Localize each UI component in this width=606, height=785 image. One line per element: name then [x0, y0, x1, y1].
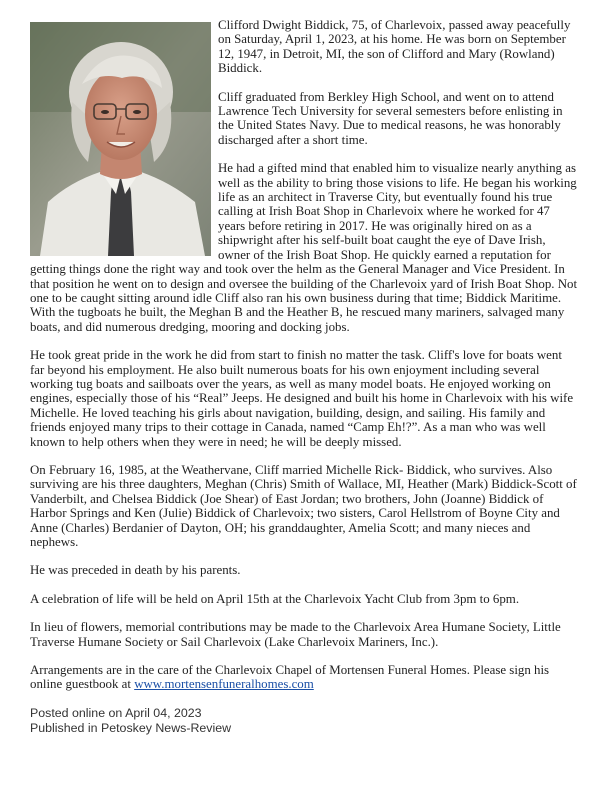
obituary-paragraph: He had a gifted mind that enabled him to visualize nearly anything as well as the ability to bring those visions to life. He began his working life as an architect in Traverse City, but eventually found his true calling at Irish Boat Shop in Charlevoix where he worked for 47 years before retiring in 2017. He was originally hired on as a shipwright after his self-built boat caught the eye of Dave Irish, owner of the Irish Boat Shop. He quickly earned a reputation for getting things done the right way and took over the helm as the General Manager and Vice President. In that position he went on to design and oversee the building of the Charlevoix yard of Irish Boat Shop. Not one to be caught sitting around idle Cliff also ran his own business during that time; Biddick Maritime. With the tugboats he built, the Meghan B and the Heather B, he rescued many mariners, salvaged many boats, and did numerous dredging, mooring and docking jobs. — [30, 161, 578, 334]
arrangements-paragraph — [30, 663, 578, 692]
obituary-paragraph: Clifford Dwight Biddick, 75, of Charlevoix, passed away peacefully on Saturday, April 1, 2023, at his home. He was born on September 12, 1947, in Detroit, MI, the son of Clifford and Mary (Rowland) Biddick. — [218, 18, 571, 76]
obituary-paragraph: In lieu of flowers, memorial contributions may be made to the Charlevoix Area Humane Society, Little Traverse Humane Society or Sail Charlevoix (Lake Charlevoix Mariners, Inc.). — [30, 620, 561, 649]
obituary-paragraph: He was preceded in death by his parents. — [30, 563, 241, 578]
obituary-paragraph: A celebration of life will be held on April 15th at the Charlevoix Yacht Club from 3pm to 6pm. — [30, 591, 520, 606]
guestbook-link[interactable]: www.mortensenfuneralhomes.com — [134, 677, 314, 692]
publication-footer — [30, 706, 578, 736]
obituary-article — [30, 18, 578, 736]
obituary-paragraph: Cliff graduated from Berkley High School, and went on to attend Lawrence Tech University for several semesters before enlisting in the United States Navy. Due to medical reasons, he was honorably discharged after a short time. — [218, 89, 563, 147]
obituary-paragraph: On February 16, 1985, at the Weathervane, Cliff married Michelle Rick- Biddick, who survives. Also surviving are his three daughters, Meghan (Chris) Smith of Wallace, MI, Heather (Mark) Biddick-Scott of Vanderbilt, and Chelsea Biddick (Joe Shear) of East Jordan; two brothers, John (Joanne) Biddick of Harbor Springs and Ken (Julie) Biddick of Charlevoix; two sisters, Carol Hellstrom of Boyne City and Anne (Charles) Berdanier of Dayton, OH; his granddaughter, Amelia Scott; and many nieces and nephews. — [30, 462, 577, 549]
arrangements-text: Arrangements are in the care of the Charlevoix Chapel of Mortensen Funeral Homes. Please sign his online guestbook at — [30, 663, 550, 692]
obituary-paragraph: He took great pride in the work he did from start to finish no matter the task. Cliff's love for boats went far beyond his employment. He also built numerous boats for his own enjoyment including several working tug boats and sailboats over the years, as well as many model boats. He enjoyed working on engines, especially those of his “Real” Jeeps. He designed and built his home in Charlevoix with his wife Michelle. He loved teaching his girls about navigation, building, design, and sailing. His family and friends enjoyed many trips to their cottage in Canada, named “Camp Eh!?”. As a man who was well known to help others when they were in need; he will be deeply missed. — [30, 348, 574, 449]
posted-date: Posted online on April 04, 2023 — [30, 705, 202, 720]
portrait-photo — [30, 22, 211, 256]
published-in: Published in Petoskey News-Review — [30, 720, 232, 735]
